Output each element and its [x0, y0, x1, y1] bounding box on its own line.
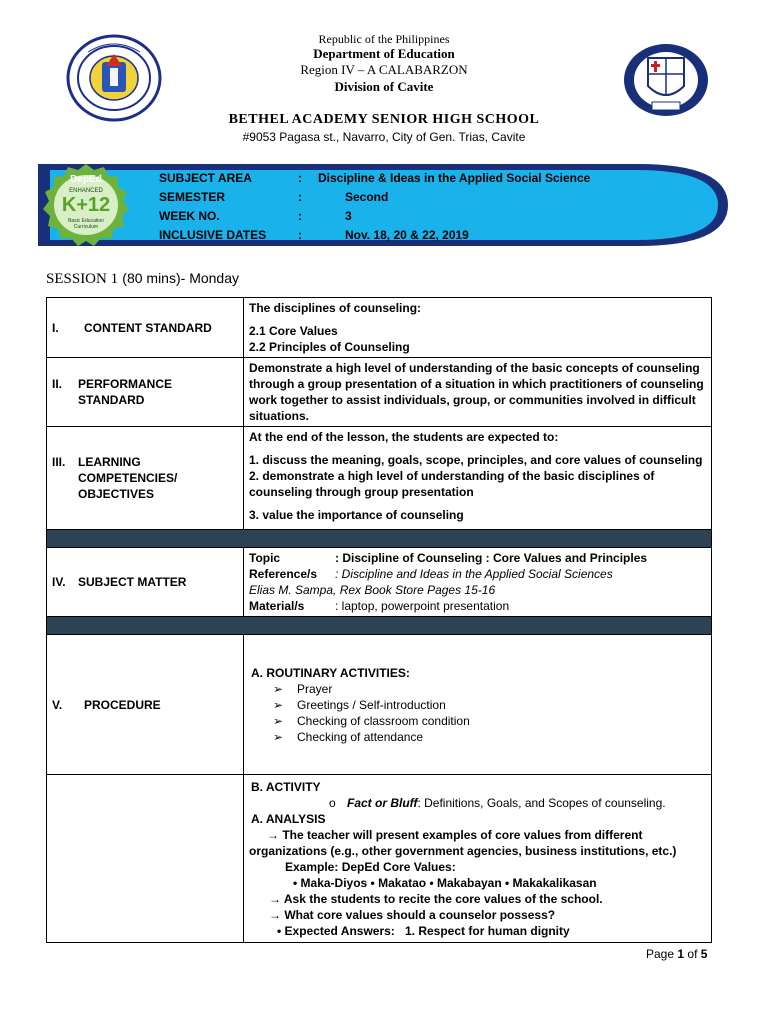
content-standard-title: CONTENT STANDARD	[84, 320, 212, 335]
analysis-example: Example: DepEd Core Values:	[285, 860, 456, 874]
banner-label-week-no: WEEK NO.	[159, 209, 220, 223]
procedure-num: V.	[52, 697, 63, 712]
performance-standard-label	[47, 358, 244, 427]
list-item: ➢ Checking of classroom condition	[273, 713, 470, 728]
page-number	[646, 947, 707, 961]
activity-bullet: o	[329, 796, 336, 810]
performance-standard-title-1: PERFORMANCE	[78, 377, 173, 391]
k12-badge-main: K+12	[61, 194, 111, 216]
subject-matter-title: SUBJECT MATTER	[78, 575, 187, 589]
performance-standard-num: II.	[52, 377, 63, 391]
performance-standard-cell	[244, 358, 712, 427]
reference-value: : Discipline and Ideas in the Applied Social Sciences	[335, 567, 613, 581]
arrow-bullet-icon: ➢	[273, 729, 284, 744]
subject-matter-cell	[244, 548, 712, 617]
separator-row	[47, 530, 712, 548]
analysis-line-1: → The teacher will present examples of core values from different organizations (e.g., other government agencies, business institutions, etc.)	[249, 828, 677, 858]
table-row	[47, 358, 712, 427]
learning-objective-1: 1. discuss the meaning, goals, scope, principles, and core values of counseling	[249, 453, 703, 467]
banner-label-subject-area: SUBJECT AREA	[159, 171, 252, 185]
analysis-line-3: → What core values should a counselor possess?	[269, 908, 556, 922]
content-standard-num: I.	[52, 320, 59, 335]
session-day: - Monday	[180, 270, 239, 286]
list-item: ➢ Checking of attendance	[273, 729, 424, 744]
material-value: : laptop, powerpoint presentation	[335, 599, 510, 613]
activity-analysis-cell	[244, 775, 712, 943]
k12-badge	[40, 162, 132, 248]
content-standard-intro: The disciplines of counseling:	[249, 301, 422, 315]
k12-badge-sub: ENHANCED	[69, 188, 103, 194]
arrow-bullet-icon: ➢	[273, 697, 284, 712]
table-row	[47, 548, 712, 617]
analysis-values: • Maka-Diyos • Makatao • Makabayan • Makakalikasan	[293, 876, 597, 890]
k12-badge-caption: Basic Education Curriculum	[68, 218, 104, 230]
reference-line-2: Elias M. Sampa, Rex Book Store Pages 15-16	[249, 583, 496, 597]
routinary-list	[249, 681, 706, 745]
topic-label: Topic	[249, 551, 281, 565]
table-row	[47, 427, 712, 530]
material-label: Material/s	[249, 599, 305, 613]
expected-answers-label: • Expected Answers:	[277, 924, 395, 938]
region-line: Region IV – A CALABARZON	[300, 62, 468, 77]
banner-value-semester: Second	[345, 190, 389, 204]
arrow-bullet-icon: ➢	[273, 713, 284, 728]
page-of: of	[687, 947, 698, 961]
content-standard-label	[47, 298, 244, 358]
topic-value: : Discipline of Counseling : Core Values and Principles	[335, 551, 648, 565]
activity-item-rest: : Definitions, Goals, and Scopes of counseling.	[417, 796, 666, 810]
learning-title-3: OBJECTIVES	[78, 487, 155, 501]
republic-line: Republic of the Philippines	[318, 32, 450, 46]
content-standard-item: 2.1 Core Values	[249, 324, 338, 338]
department-line: Department of Education	[313, 46, 455, 61]
lesson-plan-table	[46, 297, 712, 943]
activity-item-title: Fact or Bluff	[347, 796, 418, 810]
learning-title-1: LEARNING	[78, 455, 141, 469]
procedure-continued-label	[47, 775, 244, 943]
procedure-cell	[244, 635, 712, 775]
k12-badge-top: DepEd	[70, 174, 102, 185]
page-label: Page	[646, 947, 675, 961]
learning-intro: At the end of the lesson, the students are expected to:	[249, 430, 559, 444]
session-duration: (80 mins)	[122, 270, 181, 286]
banner-value-inclusive-dates: Nov. 18, 20 & 22, 2019	[345, 228, 469, 242]
procedure-label	[47, 635, 244, 775]
banner-value-subject-area: Discipline & Ideas in the Applied Social Science	[318, 171, 591, 185]
learning-title-2: COMPETENCIES/	[78, 471, 178, 485]
banner-label-inclusive-dates: INCLUSIVE DATES	[159, 228, 267, 242]
banner-colon-week-no: :	[298, 209, 302, 223]
learning-objective-3: 3. value the importance of counseling	[249, 508, 464, 522]
school-name: BETHEL ACADEMY SENIOR HIGH SCHOOL	[228, 112, 540, 127]
performance-standard-text: Demonstrate a high level of understanding of the basic concepts of counseling through a group presentation of a situation in which practitioners of counseling work together to assist individuals, group, or communities involved in difficult situations.	[249, 361, 704, 423]
learning-objective-2: 2. demonstrate a high level of understanding of the basic disciplines of counseling through group presentation	[249, 469, 655, 499]
banner-colon-inclusive-dates: :	[298, 228, 302, 242]
learning-num: III.	[52, 455, 66, 469]
table-row	[47, 635, 712, 775]
page-total: 5	[700, 947, 708, 961]
expected-answer-1: 1. Respect for human dignity	[405, 924, 570, 938]
banner-label-semester: SEMESTER	[159, 190, 226, 204]
performance-standard-title-2: STANDARD	[78, 393, 145, 407]
session-title	[46, 270, 239, 288]
table-row	[47, 775, 712, 943]
banner-colon-subject-area: :	[298, 171, 302, 185]
subject-matter-label	[47, 548, 244, 617]
procedure-title: PROCEDURE	[84, 697, 161, 712]
table-row	[47, 298, 712, 358]
activity-title: B. ACTIVITY	[251, 780, 321, 794]
learning-competencies-cell	[244, 427, 712, 530]
banner-value-week-no: 3	[345, 209, 352, 223]
analysis-line-2: → Ask the students to recite the core values of the school.	[269, 892, 603, 906]
arrow-bullet-icon: ➢	[273, 681, 284, 696]
session-title-label: SESSION 1	[46, 271, 119, 287]
list-item: ➢ Prayer	[273, 681, 333, 696]
routinary-title: A. ROUTINARY ACTIVITIES:	[251, 665, 410, 680]
content-standard-item: 2.2 Principles of Counseling	[249, 340, 410, 354]
page-current: 1	[677, 947, 685, 961]
reference-label: Reference/s	[249, 567, 318, 581]
banner-colon-semester: :	[298, 190, 302, 204]
content-standard-cell	[244, 298, 712, 358]
analysis-title: A. ANALYSIS	[251, 812, 326, 826]
learning-competencies-label	[47, 427, 244, 530]
list-item: ➢ Greetings / Self-introduction	[273, 697, 446, 712]
subject-matter-num: IV.	[52, 575, 66, 589]
school-address: #9053 Pagasa st., Navarro, City of Gen. Trias, Cavite	[242, 130, 526, 144]
division-line: Division of Cavite	[334, 79, 434, 94]
separator-row	[47, 617, 712, 635]
